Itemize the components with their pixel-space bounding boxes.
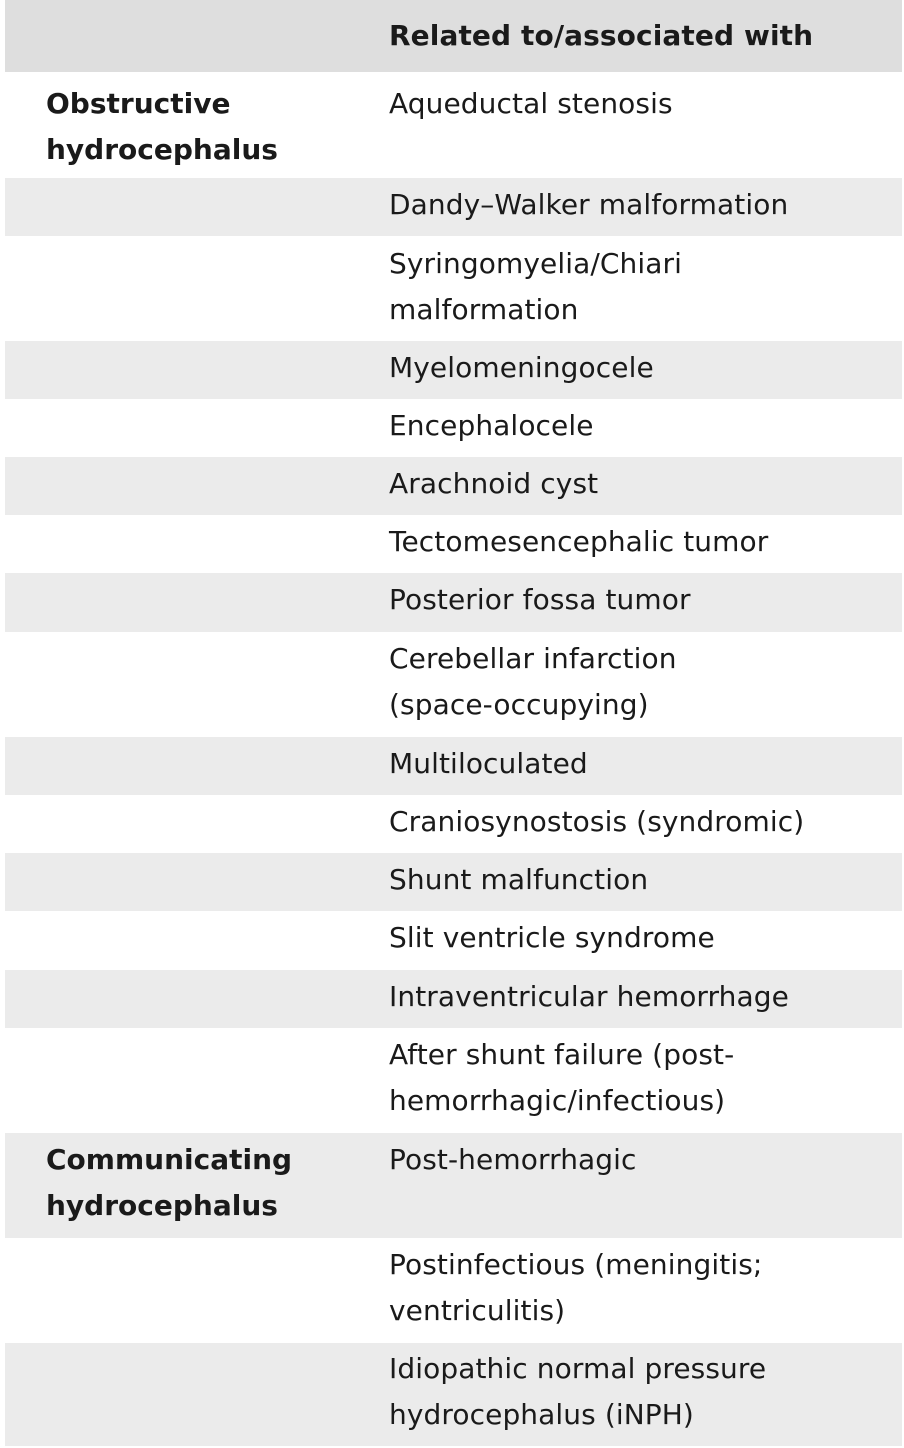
hydrocephalus-table <box>5 0 902 1446</box>
related-cell: Posterior fossa tumor <box>389 583 691 616</box>
table-row <box>5 1028 902 1133</box>
header-related-cell: Related to/associated with <box>389 19 814 52</box>
related-cell: Aqueductal stenosis <box>389 87 673 120</box>
related-cell: Cerebellar infarction (space-occupying) <box>389 642 677 721</box>
table-row <box>5 970 902 1028</box>
related-cell: Slit ventricle syndrome <box>389 921 715 954</box>
table-row <box>5 911 902 970</box>
related-cell: Idiopathic normal pressure hydrocephalus (iNPH) <box>389 1352 767 1431</box>
table-row <box>5 573 902 632</box>
table-row <box>5 178 902 236</box>
related-cell: Tectomesencephalic tumor <box>389 525 769 558</box>
related-cell: Myelomeningocele <box>389 351 654 384</box>
table-row <box>5 1238 902 1343</box>
table-row <box>5 632 902 737</box>
table-row <box>5 737 902 795</box>
table-header-row <box>5 0 902 72</box>
category-cell: Communicating hydrocephalus <box>46 1143 293 1222</box>
table-row <box>5 457 902 515</box>
related-cell: Shunt malfunction <box>389 863 649 896</box>
related-cell: Post-hemorrhagic <box>389 1143 637 1176</box>
table-row <box>5 795 902 853</box>
related-cell: Encephalocele <box>389 409 594 442</box>
related-cell: Craniosynostosis (syndromic) <box>389 805 805 838</box>
related-cell: After shunt failure (post- hemorrhagic/infectious) <box>389 1038 735 1117</box>
table-row <box>5 515 902 573</box>
related-cell: Dandy–Walker malformation <box>389 188 789 221</box>
table-row <box>5 853 902 911</box>
table-row <box>5 341 902 399</box>
related-cell: Multiloculated <box>389 747 588 780</box>
related-cell: Syringomyelia/Chiari malformation <box>389 247 683 326</box>
table-row <box>5 1343 902 1446</box>
related-cell: Intraventricular hemorrhage <box>389 980 789 1013</box>
related-cell: Postinfectious (meningitis; ventriculitis) <box>389 1248 763 1327</box>
table-row <box>5 72 902 178</box>
related-cell: Arachnoid cyst <box>389 467 599 500</box>
table-row <box>5 1133 902 1238</box>
category-cell: Obstructive hydrocephalus <box>46 87 278 166</box>
table-row <box>5 236 902 341</box>
table-row <box>5 399 902 457</box>
